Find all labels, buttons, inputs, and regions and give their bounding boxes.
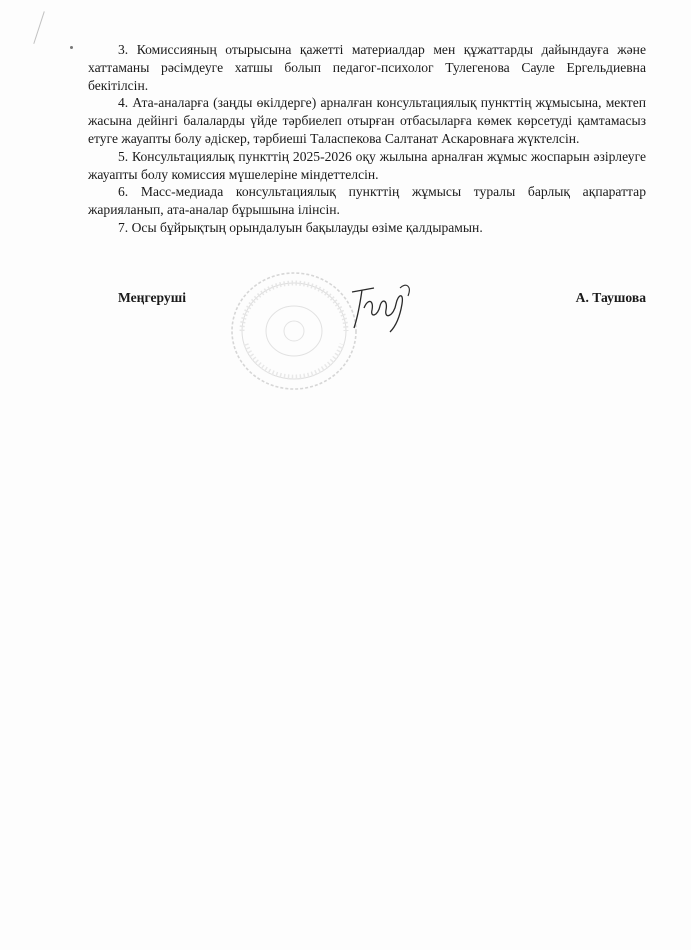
- paragraph-5: 5. Консультациялық пункттің 2025-2026 оқу жылына арналған жұмыс жоспарын әзірлеуге жауапты болу комиссия мүшелеріне міндеттелсін.: [88, 148, 646, 182]
- official-stamp: [226, 266, 362, 396]
- document-body: [88, 41, 646, 237]
- paragraph-7: 7. Осы бұйрықтың орындалуын бақылауды өзіме қалдырамын.: [118, 219, 483, 235]
- signatory-title: Меңгеруші: [118, 290, 186, 305]
- scan-artifact: [33, 11, 65, 50]
- paragraph-3: 3. Комиссияның отырысына қажетті материалдар мен құжаттарды дайындауға және хаттаманы рәсімдеуге хатшы болып педагог-психолог Тулегенова Сауле Ергельдиевна бекітілсін.: [88, 42, 646, 93]
- paragraph-4: 4. Ата-аналарға (заңды өкілдерге) арналған консультациялық пункттің жұмысына, мектеп жасына дейінгі балаларды үйде тәрбиелеп отырған отбасыларға көмек көрсетуді қамтамасыз етуге жауапты болу әдіскер, тәрбиеші Таласпекова Салтанат Аскаровнаға жүктелсін.: [88, 95, 646, 146]
- handwritten-signature: [344, 278, 416, 334]
- paragraph-6: 6. Масс-медиада консультациялық пункттің жұмысы туралы барлық ақпараттар жарияланып, ата-аналар бұрышына ілінсін.: [88, 184, 646, 218]
- scan-speck: [70, 46, 73, 49]
- signatory-name: А. Таушова: [575, 290, 646, 305]
